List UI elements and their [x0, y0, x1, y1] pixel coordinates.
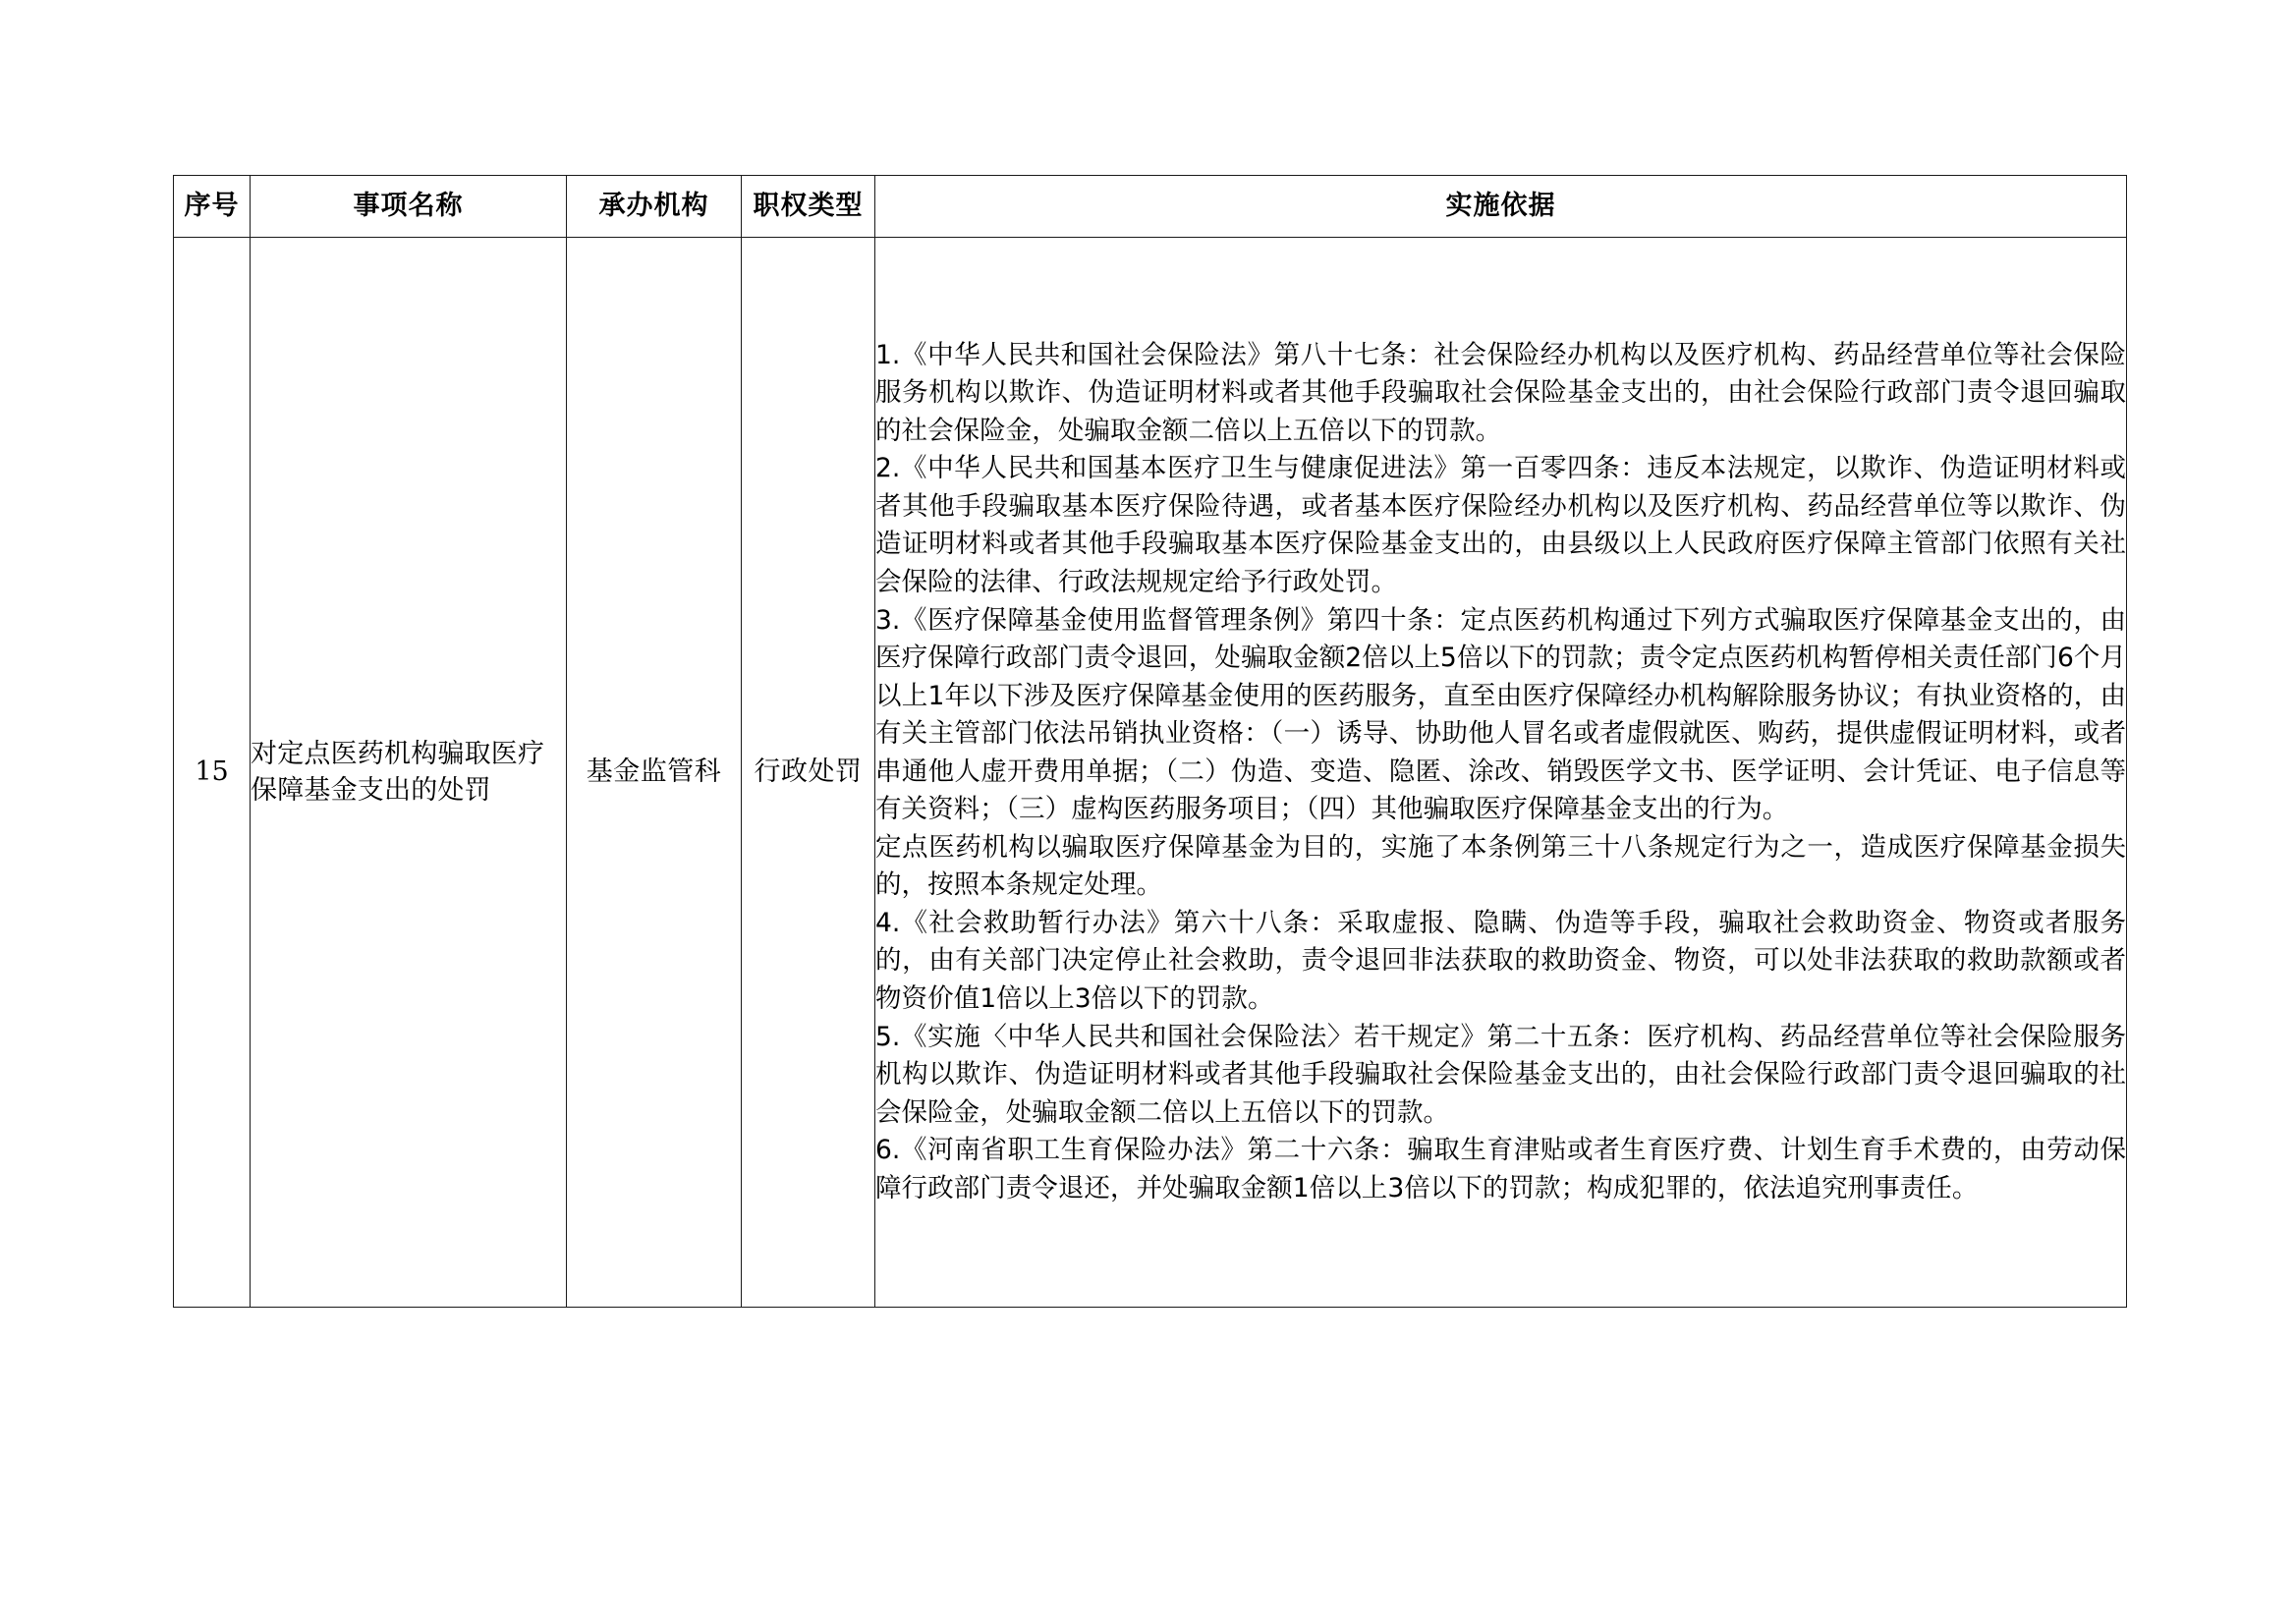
legal-basis-paragraph: 3.《医疗保障基金使用监督管理条例》第四十条：定点医药机构通过下列方式骗取医疗保障基金支出的，由医疗保障行政部门责令退回，处骗取金额2倍以上5倍以下的罚款；责令定点医药机构暂停相关责任部门6个月以上1年以下涉及医疗保障基金使用的医药服务，直至由医疗保障经办机构解除服务协议；有执业资格的，由有关主管部门依法吊销执业资格：（一）诱导、协助他人冒名或者虚假就医、购药，提供虚假证明材料，或者串通他人虚开费用单据；（二）伪造、变造、隐匿、涂改、销毁医学文书、医学证明、会计凭证、电子信息等有关资料；（三）虚构医药服务项目；（四）其他骗取医疗保障基金支出的行为。	[875, 604, 2126, 825]
table-body	[174, 238, 2127, 1308]
column-header-org: 承办机构	[567, 176, 742, 238]
table-header	[174, 176, 2127, 238]
column-header-basis: 实施依据	[875, 176, 2127, 238]
column-header-name: 事项名称	[251, 176, 567, 238]
cell-handling-agency: 基金监管科	[567, 238, 742, 1308]
column-header-seq: 序号	[174, 176, 251, 238]
matters-table	[173, 175, 2127, 1308]
legal-basis-paragraph: 4.《社会救助暂行办法》第六十八条：采取虚报、隐瞒、伪造等手段，骗取社会救助资金、物资或者服务的，由有关部门决定停止社会救助，责令退回非法获取的救助资金、物资，可以处非法获取的救助款额或者物资价值1倍以上3倍以下的罚款。	[875, 907, 2126, 1014]
legal-basis-paragraphs	[875, 337, 2126, 1208]
column-header-type: 职权类型	[742, 176, 875, 238]
cell-legal-basis	[875, 238, 2127, 1308]
cell-sequence-number: 15	[174, 238, 251, 1308]
cell-authority-type: 行政处罚	[742, 238, 875, 1308]
matters-table-container	[173, 175, 2126, 1308]
legal-basis-paragraph: 1.《中华人民共和国社会保险法》第八十七条：社会保险经办机构以及医疗机构、药品经营单位等社会保险服务机构以欺诈、伪造证明材料或者其他手段骗取社会保险基金支出的，由社会保险行政部门责令退回骗取的社会保险金，处骗取金额二倍以上五倍以下的罚款。	[875, 339, 2126, 446]
legal-basis-paragraph: 6.《河南省职工生育保险办法》第二十六条：骗取生育津贴或者生育医疗费、计划生育手术费的，由劳动保障行政部门责令退还，并处骗取金额1倍以上3倍以下的罚款；构成犯罪的，依法追究刑事责任。	[875, 1135, 2126, 1203]
legal-basis-paragraph: 定点医药机构以骗取医疗保障基金为目的，实施了本条例第三十八条规定行为之一，造成医疗保障基金损失的，按照本条规定处理。	[875, 831, 2126, 901]
table-row	[174, 238, 2127, 1308]
legal-basis-paragraph: 2.《中华人民共和国基本医疗卫生与健康促进法》第一百零四条：违反本法规定，以欺诈、伪造证明材料或者其他手段骗取基本医疗保险待遇，或者基本医疗保险经办机构以及医疗机构、药品经营单位等以欺诈、伪造证明材料或者其他手段骗取基本医疗保险基金支出的，由县级以上人民政府医疗保障主管部门依照有关社会保险的法律、行政法规规定给予行政处罚。	[875, 453, 2126, 597]
cell-matter-name: 对定点医药机构骗取医疗保障基金支出的处罚	[251, 238, 567, 1308]
legal-basis-paragraph: 5.《实施〈中华人民共和国社会保险法〉若干规定》第二十五条：医疗机构、药品经营单位等社会保险服务机构以欺诈、伪造证明材料或者其他手段骗取社会保险基金支出的，由社会保险行政部门责令退回骗取的社会保险金，处骗取金额二倍以上五倍以下的罚款。	[875, 1021, 2126, 1128]
table-header-row	[174, 176, 2127, 238]
